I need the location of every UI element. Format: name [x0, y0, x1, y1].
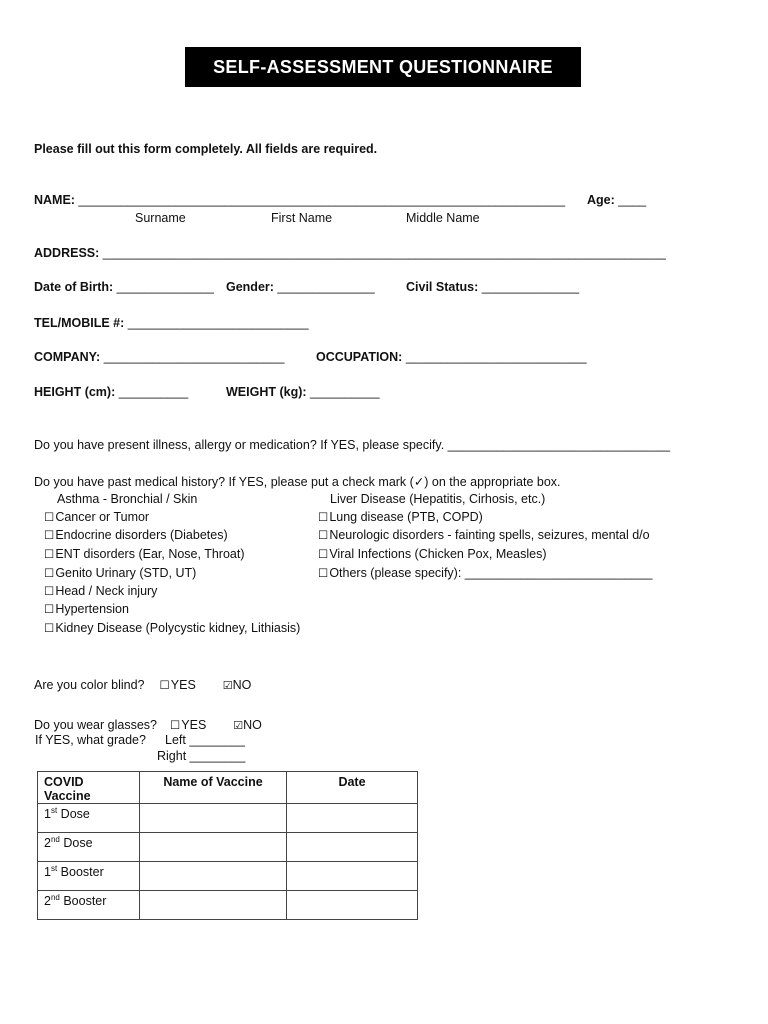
checkbox-icon[interactable]: ☐ — [318, 566, 329, 580]
vaccine-name-cell[interactable] — [140, 833, 287, 862]
company-row — [34, 350, 284, 364]
middle-name-label: Middle Name — [406, 211, 480, 225]
history-left-header: Asthma - Bronchial / Skin — [57, 492, 198, 506]
vaccine-date-cell[interactable] — [287, 833, 418, 862]
vaccine-date-cell[interactable] — [287, 891, 418, 920]
right-grade-row — [157, 749, 245, 763]
history-item-cancer[interactable]: ☐Cancer or Tumor — [44, 510, 150, 524]
color-blind-yes-option[interactable]: ☐YES — [159, 678, 196, 692]
illness-question: Do you have present illness, allergy or medication? If YES, please specify. — [34, 438, 445, 452]
checked-box-icon[interactable]: ☑ — [233, 719, 244, 732]
right-grade-field[interactable]: ________ — [189, 749, 246, 763]
table-header-row — [38, 772, 418, 804]
weight-field[interactable]: __________ — [310, 385, 380, 399]
vaccine-table — [37, 771, 418, 920]
color-blind-question: Are you color blind? — [34, 678, 145, 692]
address-label: ADDRESS: — [34, 246, 100, 260]
glasses-yes-option[interactable]: ☐YES — [169, 718, 207, 732]
name-field[interactable]: ______________________________________________________________________ — [78, 193, 566, 207]
history-item-genito-urinary[interactable]: ☐Genito Urinary (STD, UT) — [44, 566, 197, 580]
history-item-lung[interactable]: ☐Lung disease (PTB, COPD) — [318, 510, 483, 524]
glasses-grade-label: If YES, what grade? — [35, 733, 146, 747]
civil-status-field[interactable]: ______________ — [481, 280, 580, 294]
civil-status-label: Civil Status: — [406, 280, 479, 294]
table-header: Name of Vaccine — [140, 772, 287, 804]
instructions: Please fill out this form completely. All fields are required. — [34, 142, 378, 156]
right-grade-label: Right — [157, 749, 187, 763]
history-question: Do you have past medical history? If YES, please put a check mark (✓) on the appropriate box. — [34, 475, 561, 489]
civil-status-row — [406, 280, 579, 294]
left-grade-field[interactable]: ________ — [189, 733, 245, 747]
age-row — [587, 193, 646, 207]
tel-row — [34, 316, 309, 330]
weight-row — [226, 385, 380, 399]
history-item-hypertension[interactable]: ☐Hypertension — [44, 602, 129, 616]
address-row — [34, 246, 666, 260]
color-blind-no-option[interactable]: ☑NO — [222, 678, 252, 692]
table-cell-label: 2nd Dose — [38, 833, 140, 862]
name-row — [34, 193, 565, 207]
page-title: SELF-ASSESSMENT QUESTIONNAIRE — [185, 47, 581, 87]
dob-row — [34, 280, 214, 294]
gender-row — [226, 280, 375, 294]
glasses-question: Do you wear glasses? — [34, 718, 157, 732]
table-header: Date — [287, 772, 418, 804]
table-cell-label: 1st Booster — [38, 862, 140, 891]
glasses-no-option[interactable]: ☑NO — [233, 718, 262, 732]
glasses-row — [34, 718, 262, 732]
history-item-viral[interactable]: ☐Viral Infections (Chicken Pox, Measles) — [318, 547, 547, 561]
history-item-kidney[interactable]: ☐Kidney Disease (Polycystic kidney, Lithiasis) — [44, 621, 301, 635]
history-item-ent[interactable]: ☐ENT disorders (Ear, Nose, Throat) — [44, 547, 245, 561]
name-label: NAME: — [34, 193, 75, 207]
checkbox-icon[interactable]: ☐ — [318, 547, 329, 561]
color-blind-row — [34, 678, 251, 692]
checkbox-icon[interactable]: ☐ — [318, 528, 329, 542]
table-row — [38, 862, 418, 891]
history-item-neurologic[interactable]: ☐Neurologic disorders - fainting spells, seizures, mental d/o — [318, 528, 650, 542]
occupation-field[interactable]: __________________________ — [405, 350, 587, 364]
checkbox-icon[interactable]: ☐ — [44, 528, 55, 542]
vaccine-date-cell[interactable] — [287, 804, 418, 833]
dob-label: Date of Birth: — [34, 280, 114, 294]
address-field[interactable]: _________________________________________________________________________________ — [102, 246, 666, 260]
company-label: COMPANY: — [34, 350, 101, 364]
vaccine-name-cell[interactable] — [140, 862, 287, 891]
checkbox-icon[interactable]: ☐ — [318, 510, 329, 524]
height-row — [34, 385, 188, 399]
gender-label: Gender: — [226, 280, 274, 294]
checkbox-icon[interactable]: ☐ — [44, 510, 55, 524]
illness-field[interactable]: ________________________________ — [447, 438, 671, 452]
tel-label: TEL/MOBILE #: — [34, 316, 125, 330]
first-name-label: First Name — [271, 211, 333, 225]
checkbox-icon[interactable]: ☐ — [44, 602, 55, 616]
company-field[interactable]: __________________________ — [103, 350, 285, 364]
table-row — [38, 804, 418, 833]
vaccine-date-cell[interactable] — [287, 862, 418, 891]
history-right-header: Liver Disease (Hepatitis, Cirhosis, etc.) — [330, 492, 546, 506]
illness-row — [34, 438, 670, 452]
age-label: Age: — [587, 193, 615, 207]
weight-label: WEIGHT (kg): — [226, 385, 307, 399]
history-item-endocrine[interactable]: ☐Endocrine disorders (Diabetes) — [44, 528, 228, 542]
vaccine-name-cell[interactable] — [140, 804, 287, 833]
checkbox-icon[interactable]: ☐ — [44, 621, 55, 635]
occupation-row — [316, 350, 587, 364]
height-label: HEIGHT (cm): — [34, 385, 116, 399]
checkbox-icon[interactable]: ☐ — [159, 678, 170, 692]
checkbox-icon[interactable]: ☐ — [44, 566, 55, 580]
table-cell-label: 1st Dose — [38, 804, 140, 833]
left-grade-row — [165, 733, 245, 747]
checkbox-icon[interactable]: ☐ — [44, 584, 55, 598]
table-row — [38, 833, 418, 862]
gender-field[interactable]: ______________ — [277, 280, 375, 294]
table-header: COVID Vaccine — [38, 772, 140, 804]
occupation-label: OCCUPATION: — [316, 350, 403, 364]
height-field[interactable]: __________ — [118, 385, 189, 399]
vaccine-name-cell[interactable] — [140, 891, 287, 920]
checkbox-icon[interactable]: ☐ — [44, 547, 55, 561]
history-item-others[interactable]: ☐Others (please specify): ___________________________ — [318, 566, 653, 580]
surname-label: Surname — [135, 211, 186, 225]
tel-field[interactable]: __________________________ — [127, 316, 309, 330]
checked-box-icon[interactable]: ☑ — [222, 679, 233, 692]
dob-field[interactable]: ______________ — [116, 280, 214, 294]
table-row — [38, 891, 418, 920]
history-item-head-neck[interactable]: ☐Head / Neck injury — [44, 584, 158, 598]
checkbox-icon[interactable]: ☐ — [169, 718, 181, 732]
age-field[interactable]: ____ — [618, 193, 647, 207]
left-grade-label: Left — [165, 733, 186, 747]
table-cell-label: 2nd Booster — [38, 891, 140, 920]
